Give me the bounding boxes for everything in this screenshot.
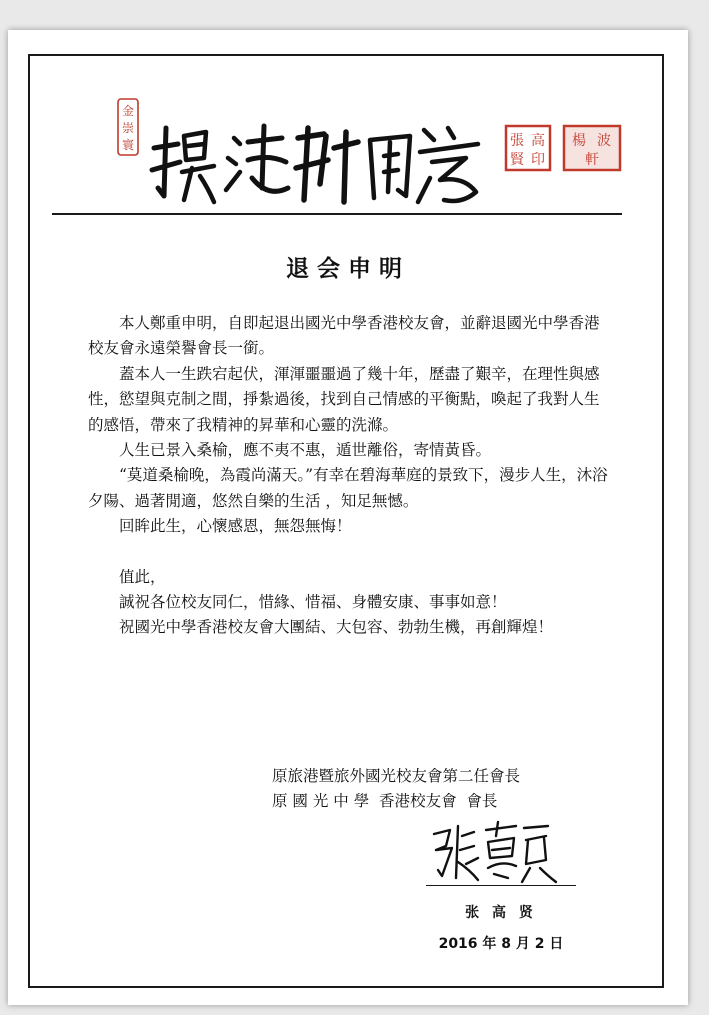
paragraph-poem: “莫道桑榆晚，為霞尚滿天。”有幸在碧海華庭的景致下，漫步人生，沐浴夕陽、過著閒適，悠然自樂的生活 ，知足無憾。 — [88, 466, 608, 510]
svg-text:賢: 賢 — [510, 152, 524, 168]
handwritten-signature — [428, 820, 558, 884]
left-seal-icon — [117, 98, 139, 156]
closing-wish-2: 祝國光中學香港校友會大團結、大包容、勃勃生機，再創輝煌！ — [119, 618, 554, 637]
letter-sheet — [8, 30, 688, 1005]
svg-text:高: 高 — [531, 133, 545, 149]
svg-text:印: 印 — [531, 152, 545, 168]
svg-text:波: 波 — [597, 133, 611, 149]
paragraph-twilight: 人生已景入桑榆，應不夷不惠，遁世離俗，寄情黃昏。 — [119, 441, 492, 460]
svg-text:楊: 楊 — [572, 133, 586, 149]
svg-text:張: 張 — [510, 133, 524, 149]
letter-body — [88, 311, 608, 641]
svg-text:崇: 崇 — [121, 121, 135, 135]
header-rule — [52, 213, 622, 215]
signer-title-2: 原 國 光 中 學 香港校友會 會長 — [272, 792, 498, 810]
document-title: 退会申明 — [286, 256, 410, 282]
letterhead-calligraphy — [148, 118, 488, 210]
svg-text:軒: 軒 — [585, 152, 599, 168]
signature-rule — [426, 885, 576, 886]
signer-title-1: 原旅港暨旅外國光校友會第二任會長 — [272, 767, 521, 785]
closing-intro: 值此， — [119, 567, 166, 586]
svg-text:金: 金 — [121, 104, 135, 118]
paragraph-life-reflection: 蓋本人一生跌宕起伏，渾渾噩噩過了幾十年，歷盡了艱辛，在理性與感性，慾望與克制之間，掙紮過後，找到自己情感的平衡點，喚起了我對人生的感悟，帶來了我精神的昇華和心靈的洗滌。 — [88, 364, 600, 434]
signer-name: 张 高 贤 — [465, 905, 537, 921]
right-seals-icon — [504, 124, 624, 172]
svg-text:寰: 寰 — [121, 138, 135, 152]
paragraph-resignation: 本人鄭重申明，自即起退出國光中學香港校友會，並辭退國光中學香港校友會永遠榮譽會長一銜。 — [88, 314, 600, 358]
paragraph-gratitude: 回眸此生，心懷感恩，無怨無悔！ — [119, 517, 352, 536]
signer-titles — [272, 764, 592, 814]
closing-wish-1: 誠祝各位校友同仁，惜緣、惜福、身體安康、事事如意！ — [119, 593, 507, 612]
signature-date: 2016 年 8 月 2 日 — [438, 936, 564, 952]
